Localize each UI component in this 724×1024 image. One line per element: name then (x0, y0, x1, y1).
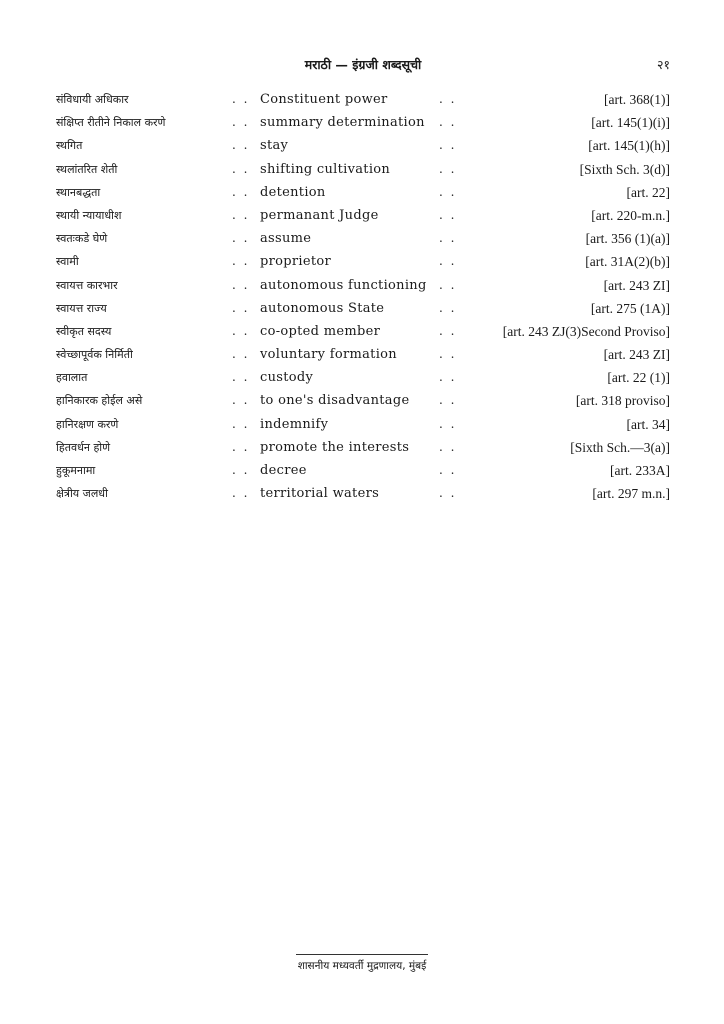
glossary-entry (56, 111, 670, 134)
marathi-term: हवालात (56, 371, 88, 385)
leader-dots: . . (439, 231, 457, 246)
glossary-entry (56, 482, 670, 505)
marathi-term: हानिरक्षण करणे (56, 417, 119, 431)
leader-dots: . . (232, 486, 250, 501)
leader-dots: . . (232, 92, 250, 106)
marathi-term: स्थानबद्धता (56, 185, 101, 199)
page-number: २१ (656, 57, 670, 72)
marathi-term: हितवर्धन होणे (56, 440, 111, 454)
article-reference: [art. 243 ZI] (603, 347, 670, 363)
english-term: territorial waters (260, 486, 380, 502)
leader-dots: . . (232, 138, 250, 153)
marathi-term: हुकूमनामा (56, 464, 96, 477)
glossary-entry (56, 459, 670, 482)
marathi-term: संक्षिप्त रीतीने निकाल करणे (56, 116, 166, 130)
article-reference: [art. 243 ZI] (603, 277, 670, 293)
glossary-list (56, 88, 670, 505)
article-reference: [art. 356 (1)(a)] (585, 231, 670, 247)
glossary-entry (56, 158, 670, 181)
english-term: assume (260, 231, 312, 247)
leader-dots: . . (232, 184, 250, 199)
article-reference: [art. 233A] (610, 463, 670, 478)
english-term: co-opted member (260, 323, 381, 339)
marathi-term: स्वेच्छापूर्वक निर्मिती (56, 348, 133, 362)
leader-dots: . . (439, 184, 457, 199)
english-term: permanant Judge (260, 207, 379, 223)
article-reference: [art. 275 (1A)] (590, 300, 670, 316)
glossary-entry (56, 413, 670, 436)
article-reference: [art. 297 m.n.] (592, 486, 670, 502)
leader-dots: . . (232, 463, 250, 477)
article-reference: [art. 368(1)] (604, 92, 670, 107)
glossary-entry (56, 181, 670, 204)
article-reference: [art. 243 ZJ(3)Second Proviso] (502, 323, 670, 339)
marathi-term: स्थलांतरित शेती (56, 162, 118, 176)
leader-dots: . . (439, 416, 457, 431)
leader-dots: . . (439, 207, 457, 222)
leader-dots: . . (232, 416, 250, 431)
leader-dots: . . (232, 323, 250, 338)
leader-dots: . . (439, 115, 457, 130)
leader-dots: . . (232, 161, 250, 176)
leader-dots: . . (439, 393, 457, 408)
article-reference: [art. 34] (626, 416, 670, 432)
english-term: indemnify (260, 416, 329, 432)
marathi-term: स्वायत्त राज्य (56, 301, 107, 315)
glossary-entry (56, 204, 670, 227)
english-term: summary determination (260, 115, 425, 131)
leader-dots: . . (232, 115, 250, 130)
leader-dots: . . (232, 231, 250, 246)
article-reference: [Sixth Sch.—3(a)] (570, 439, 670, 455)
glossary-entry (56, 88, 670, 111)
marathi-term: स्वायत्त कारभार (56, 278, 118, 292)
page-header (56, 56, 670, 78)
english-term: detention (260, 184, 326, 200)
leader-dots: . . (439, 486, 457, 501)
glossary-entry (56, 366, 670, 389)
leader-dots: . . (439, 254, 457, 269)
glossary-entry (56, 134, 670, 157)
leader-dots: . . (232, 277, 250, 292)
english-term: decree (260, 463, 307, 478)
leader-dots: . . (439, 161, 457, 176)
article-reference: [art. 220-m.n.] (591, 207, 670, 223)
leader-dots: . . (232, 393, 250, 408)
english-term: proprietor (260, 254, 332, 270)
leader-dots: . . (439, 463, 457, 477)
english-term: voluntary formation (260, 347, 397, 363)
glossary-entry (56, 297, 670, 320)
leader-dots: . . (232, 439, 250, 454)
leader-dots: . . (232, 254, 250, 269)
english-term: autonomous functioning (260, 277, 427, 293)
leader-dots: . . (439, 300, 457, 315)
article-reference: [art. 145(1)(i)] (591, 115, 670, 131)
marathi-term: स्थायी न्यायाधीश (56, 208, 122, 222)
english-term: autonomous State (260, 300, 385, 316)
marathi-term: स्वीकृत सदस्य (56, 324, 112, 338)
printer-imprint: शासनीय मध्यवर्ती मुद्रणालय, मुंबई (297, 960, 427, 972)
glossary-entry (56, 227, 670, 250)
english-term: to one's disadvantage (260, 393, 410, 409)
glossary-entry (56, 250, 670, 273)
page-footer (0, 954, 724, 973)
page-title: मराठी — इंग्रजी शब्दसूची (304, 57, 422, 72)
article-reference: [art. 31A(2)(b)] (585, 254, 670, 270)
marathi-term: हानिकारक होईल असे (56, 394, 143, 408)
marathi-term: स्थगित (56, 139, 83, 153)
leader-dots: . . (439, 138, 457, 153)
english-term: Constituent power (260, 92, 388, 107)
leader-dots: . . (439, 277, 457, 292)
leader-dots: . . (232, 207, 250, 222)
marathi-term: क्षेत्रीय जलधी (56, 487, 108, 501)
glossary-entry (56, 436, 670, 459)
glossary-entry (56, 320, 670, 343)
leader-dots: . . (439, 439, 457, 454)
english-term: shifting cultivation (260, 161, 391, 177)
leader-dots: . . (232, 347, 250, 362)
leader-dots: . . (439, 347, 457, 362)
marathi-term: संविधायी अधिकार (56, 93, 129, 106)
glossary-entry (56, 274, 670, 297)
marathi-term: स्वामी (56, 255, 79, 269)
article-reference: [Sixth Sch. 3(d)] (579, 161, 670, 177)
english-term: custody (260, 370, 314, 386)
leader-dots: . . (439, 92, 457, 106)
english-term: promote the interests (260, 439, 410, 455)
marathi-term: स्वतःकडे घेणे (56, 232, 108, 246)
footer-divider (296, 954, 428, 955)
article-reference: [art. 22 (1)] (607, 370, 670, 386)
leader-dots: . . (232, 370, 250, 385)
english-term: stay (260, 138, 289, 154)
article-reference: [art. 22] (626, 184, 670, 200)
leader-dots: . . (439, 370, 457, 385)
leader-dots: . . (232, 300, 250, 315)
article-reference: [art. 145(1)(h)] (588, 138, 670, 154)
article-reference: [art. 318 proviso] (575, 393, 670, 409)
glossary-entry (56, 343, 670, 366)
glossary-entry (56, 389, 670, 412)
leader-dots: . . (439, 323, 457, 338)
